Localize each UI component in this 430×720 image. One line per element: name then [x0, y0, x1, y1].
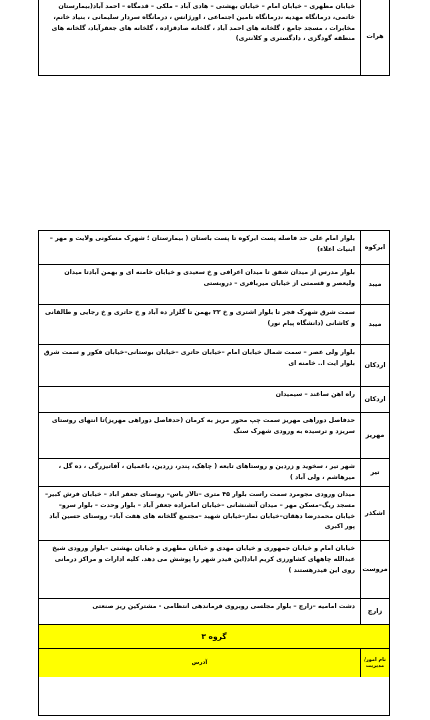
table-row — [39, 541, 389, 599]
city-cell: تیر — [370, 467, 380, 476]
table-row — [39, 459, 389, 487]
city-cell: میبد — [368, 279, 382, 288]
table-row — [39, 413, 389, 459]
address-cell: بلوار مدرس از میدان شفق تا میدان اعرافی و خ سعیدی و خیابان خامنه ای و بهمن آبادتا میدان ولیعصر و قسمتی از خیابان میربافری – دروبستی — [39, 265, 361, 304]
group-header-row — [39, 625, 389, 649]
column-header-row — [39, 649, 389, 677]
address-cell: دشت امامیه –زارچ – بلوار مجلسی روبروی فرماندهی انتظامی - مشترکین ریز صنعتی — [39, 599, 361, 624]
column-header-address: آدرس — [39, 649, 361, 677]
address-cell: خیابان امام و خیابان جمهوری و خیابان مهدی و خیابان مطهری و خیابان بهشتی –بلوار ورودی شیخ عبدالله چاههای کشاورزی کریم اباد(این فیدر شهر را پوشش می دهد. کلیه ادارات و مراکز درمانی روی این فیدرهستند ) — [39, 541, 361, 598]
address-cell: میدان ورودی مجومرد سمت راست بلوار ۴۵ متری –تالار یاس– روستای جعفر اباد – خیابان فرش کبیر– مسجد ریگ–مسکن مهر – میدان آتشنشانی –خیابان امامزاده جعفر آباد – بلوار وحدت – بلوار سرو– خیابان محمدرضا دهقان–خیابان نماز–خیابان شهید –مجتمع گلخانه های هفت آباد– روستای حسین آباد پور اکبری — [39, 487, 361, 540]
column-header-city: نام امور/مدیریت — [364, 657, 386, 669]
city-cell: اشکذر — [365, 508, 385, 517]
table-row — [39, 599, 389, 625]
table-row — [39, 305, 389, 345]
table-row — [39, 487, 389, 541]
address-cell: بلوار ولی عصر – سمت شمال خیابان امام –خیابان حاتری –خیابان بوستانی–خیابان فکور و سمت شرق بلوار ایت ا.. خامنه ای — [39, 345, 361, 386]
table-row — [39, 345, 389, 387]
city-cell: مهریز — [365, 430, 385, 439]
address-cell: راه اهن ساغند – سیمیدان — [39, 387, 361, 412]
main-table — [38, 230, 390, 716]
city-cell: مروست — [362, 564, 388, 573]
table-row — [39, 265, 389, 305]
table-row — [39, 387, 389, 413]
city-cell: اردکان — [364, 360, 386, 369]
city-cell: میبد — [368, 319, 382, 328]
table-row — [39, 231, 389, 265]
city-cell: زارچ — [367, 606, 383, 615]
address-cell: شهر تیر ، سخوید و زردین و روستاهای تابعه ( چاهک، پندر، زردین، باغمیان ، آفاتیزرگی ، ده گل ، میرهاشم ، ولی آباد ) — [39, 459, 361, 486]
city-cell: هرات — [366, 32, 384, 41]
group-title: گروه ۳ — [201, 631, 227, 641]
city-cell: اردکان — [364, 394, 386, 403]
table-row — [39, 0, 389, 75]
address-cell: بلوار امام علی حد فاصله پست ابرکوه تا پست باستان ( بیمارستان ؛ شهرک مسکونی ولایت و مهر –ابنیات اعلاء) — [39, 231, 361, 264]
address-cell: خیابان مطهری – خیابان امام – خیابان بهشتی – هادی آباد – ملکی – قدمگاه – احمد آباد(بیمارستان خاتمی، درمانگاه مهدیه ،درمانگاه تامین اجتماعی ، اورژانس ، درمانگاه سردار سلیمانی ، بنیاد خانم، مخابرات ، مسجد جامع ، گلخانه های احمد آباد ، گلخانه صادقزاده ، گلخانه های جعفرآباد، گلخانه های منطقه گودگزی ، دادگستری و کلانتری) — [39, 0, 361, 75]
address-cell: سمت شرق شهرک فجر تا بلوار اشتری و خ ۲۲ بهمن تا گلزار ده آباد و خ حاتری و خ رجایی و طالقانی و کاشانی (دانشگاه پیام نور) — [39, 305, 361, 344]
top-table — [38, 0, 390, 76]
city-cell: ابرکوه — [364, 242, 386, 251]
address-cell: حدفاصل دوراهی مهریز سمت چپ محور مریز به کرمان (حدفاصل دوراهی مهریز)تا انتهای روستای سریزد و ترسیده به ورودی شهرک سنگ — [39, 413, 361, 458]
